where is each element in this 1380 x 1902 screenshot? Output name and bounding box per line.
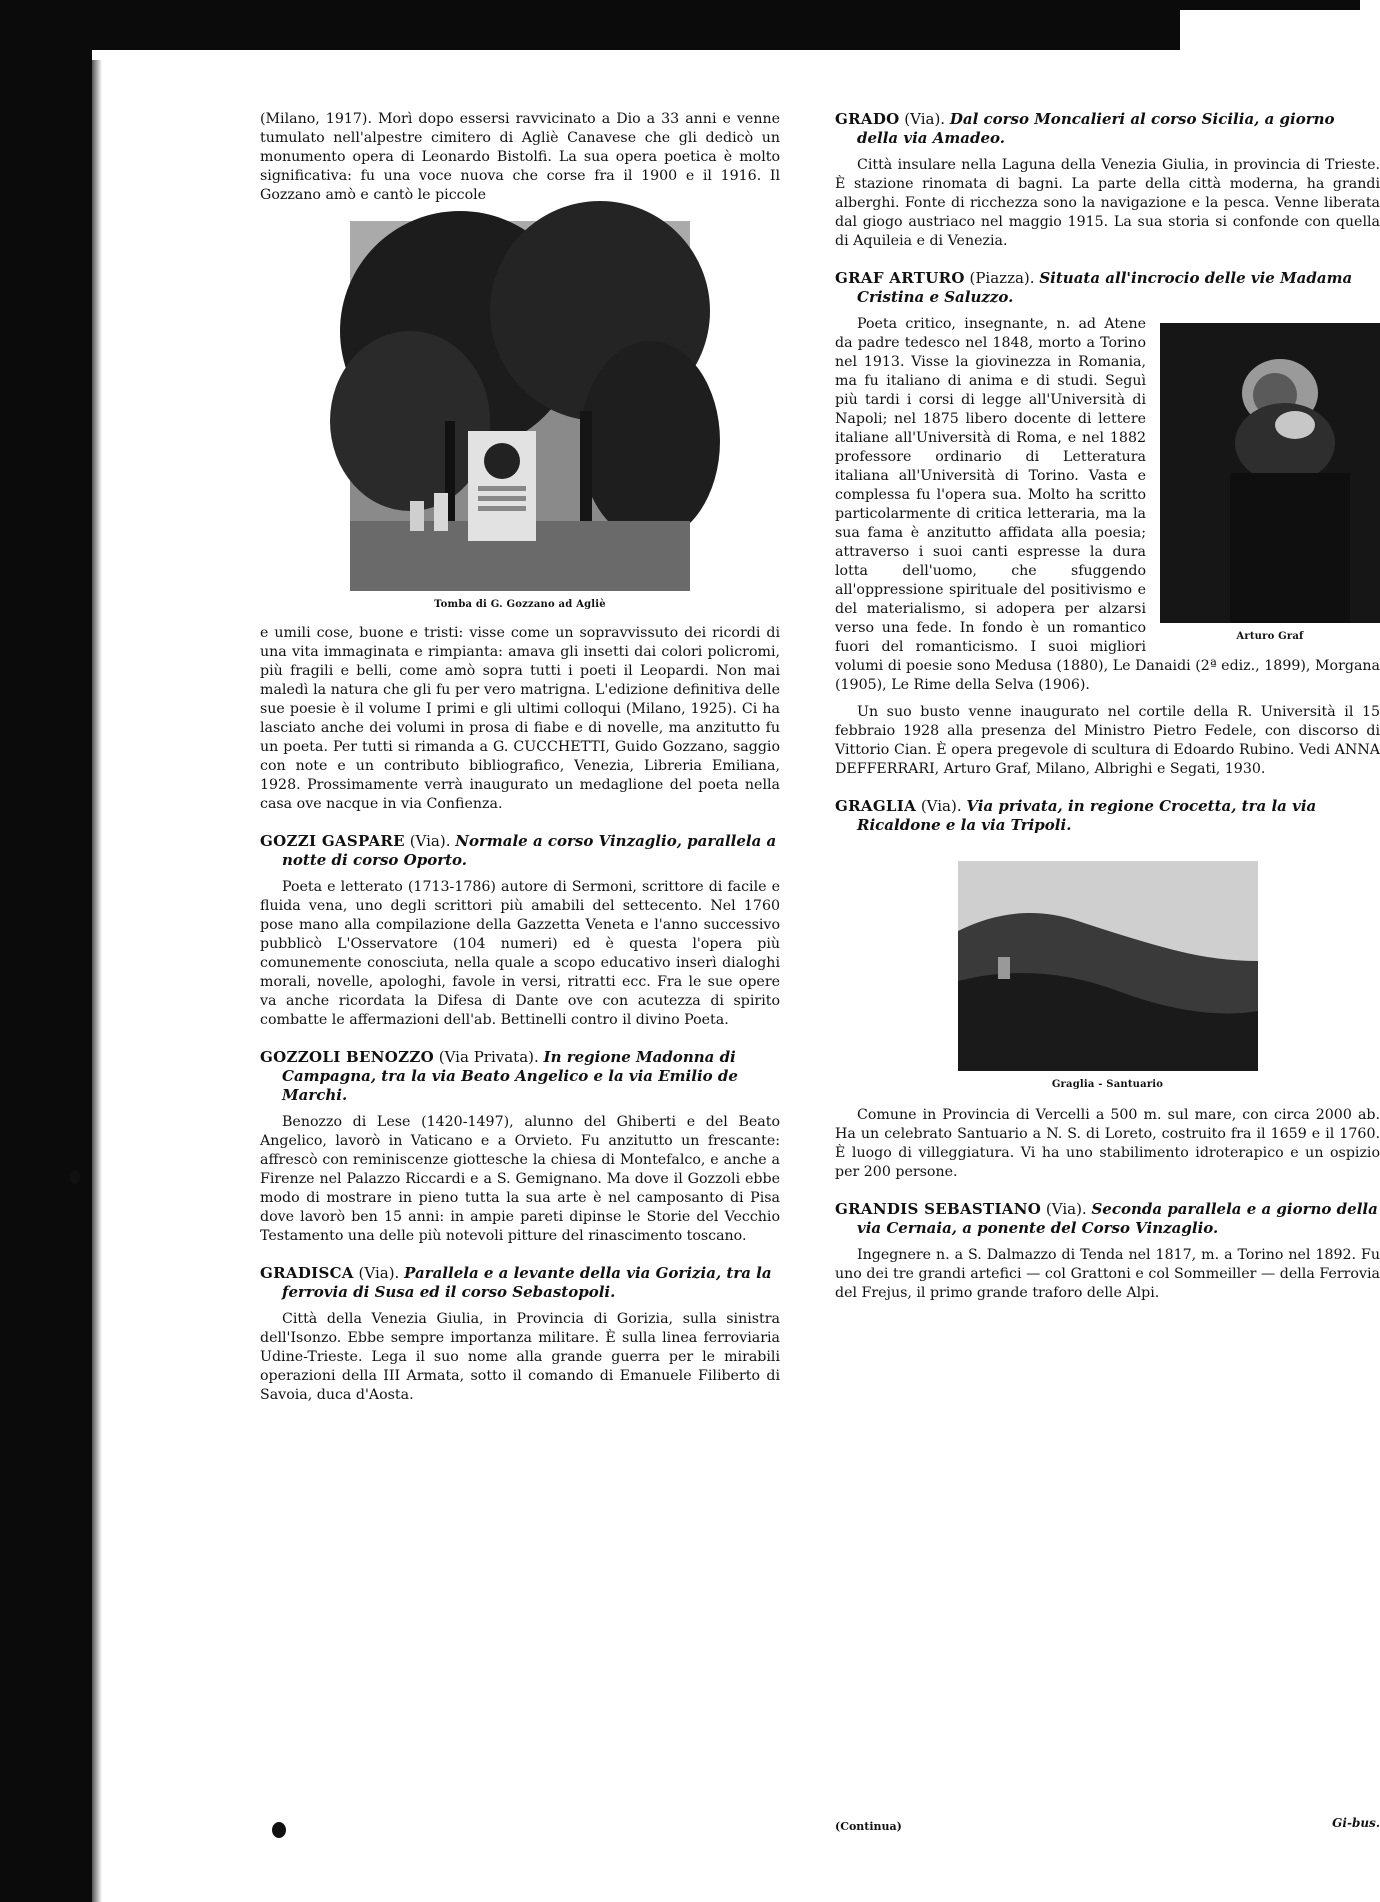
entry-name: GRADO xyxy=(835,110,900,128)
entry-text: Benozzo di Lese (1420-1497), alunno del Ghiberti e del Beato Angelico, lavorò in Vaticano e a Orvieto. Fu anzitutto un frescante: affrescò con reminiscenze giottesche la chiesa di Montefalco, e anche a Firenze nel Palazzo Riccardi e a S. Gemignano. Ma dove il Gozzoli ebbe modo di mostrare in pieno tutta la sua arte è nel camposanto di Pisa dove lavorò ben 15 anni: in ampie pareti dipinse le Storie del Vecchio Testamento una delle più notevoli pitture del rinascimento toscano. xyxy=(260,1114,780,1244)
entry-graglia xyxy=(835,797,1380,1182)
entry-grandis-sebastiano xyxy=(835,1200,1380,1303)
entry-heading xyxy=(835,110,1380,148)
entry-gradisca xyxy=(260,1264,780,1405)
entry-name: GRAGLIA xyxy=(835,797,917,815)
entry-type: (Via). xyxy=(904,110,946,128)
author-signature: Gi-bus. xyxy=(1332,1816,1380,1830)
entry-text: Ingegnere n. a S. Dalmazzo di Tenda nel 1817, m. a Torino nel 1892. Fu uno dei tre grandi artefici — col Grattoni e col Sommeiller — della Ferrovia del Frejus, il primo grande traforo delle Alpi. xyxy=(835,1247,1380,1301)
entry-text: Poeta e letterato (1713-1786) autore di Sermoni, scrittore di facile e fluida vena, uno degli scrittori più amabili del settecento. Nel 1760 pose mano alla compilazione della Gazzetta Veneta e l'anno successivo pubblicò L'Osservatore (104 numeri) ed è questa l'opera più comunemente conosciuta, nella quale a scopo educativo inserì dialoghi morali, novelle, apologhi, favole in versi, ritratti ecc. Fra le sue opere va anche ricordata la Difesa di Dante ove con acutezza di spirito combatte le affermazioni dell'ab. Bettinelli contro il divino Poeta. xyxy=(260,879,780,1028)
entry-location: Seconda parallela e a giorno della via Cernaia, a ponente del Corso Vinzaglio. xyxy=(857,1200,1378,1237)
entry-graf-arturo xyxy=(835,269,1380,779)
entry-name: GOZZI GASPARE xyxy=(260,832,405,850)
entry-heading xyxy=(835,269,1380,307)
entry-type: (Via). xyxy=(409,832,451,850)
tomb-photo-illustration xyxy=(350,221,690,591)
entry-text: Poeta critico, insegnante, n. ad Atene da padre tedesco nel 1848, morto a Torino nel 1913. Visse la giovinezza in Romania, ma fu italiano di anima e di studi. Seguì più tardi i corsi di legge all'Università di Napoli; nel 1875 libero docente di lettere italiane all'Università di Roma, e nel 1882 professore ordinario di Letteratura italiana all'Università di Torino. Vasta e complessa fu l'opera sua. Molto ha scritto particolarmente di critica letteraria, ma la sua fama è anzitutto affidata alla poesia; attraverso i suoi canti espresse la dura lotta dell'uomo, che sfuggendo all'oppressione spirituale del positivismo e del materialismo, si adopera per alzarsi verso una fede. In fondo è un romantico fuori del romanticismo. I suoi migliori volumi di poesie sono Medusa (1880), Le Danaidi (2ª ediz., 1899), Morgana (1905), Le Rime della Selva (1906). xyxy=(835,316,1380,693)
entry-location: Dal corso Moncalieri al corso Sicilia, a giorno della via Amadeo. xyxy=(857,110,1335,147)
entry-location: Normale a corso Vinzaglio, parallela a notte di corso Oporto. xyxy=(282,832,777,869)
graglia-figure xyxy=(958,861,1258,1090)
entry-heading xyxy=(260,1048,780,1105)
gozzano-continuation-paragraph: e umili cose, buone e tristi: visse come un sopravvissuto dei ricordi di una vita immaginata e rimpianta: amava gli insetti dai colori policromi, più fragili e belli, come amò sopra tutti i poeti il Leopardi. Non mai maledì la natura che gli fu per vero matrigna. L'edizione definitiva delle sue poesie è il volume I primi e gli ultimi colloqui (Milano, 1925). Ci ha lasciato anche dei volumi in prosa di fiabe e di novelle, ma anzitutto fu un poeta. Per tutti si rimanda a G. CUCCHETTI, Guido Gozzano, saggio con note e un contributo bibliografico, Venezia, Libreria Emiliana, 1928. Prossimamente verrà inaugurato un medaglione del poeta nella casa ove nacque in via Confienza. xyxy=(260,625,780,812)
entry-location: Via privata, in regione Crocetta, tra la via Ricaldone e la via Tripoli. xyxy=(857,797,1317,834)
portrait-illustration xyxy=(1160,323,1380,623)
graglia-caption: Graglia - Santuario xyxy=(1051,1079,1164,1090)
landscape-illustration xyxy=(958,861,1258,1071)
entry-name: GRAF ARTURO xyxy=(835,269,965,287)
gozzano-tomb-caption: Tomba di G. Gozzano ad Agliè xyxy=(434,599,606,610)
entry-heading xyxy=(260,1264,780,1302)
document-page xyxy=(260,110,1380,1870)
graf-portrait-photo xyxy=(1160,323,1380,623)
entry-location: Situata all'incrocio delle vie Madama Cristina e Saluzzo. xyxy=(857,269,1353,306)
scan-top-border xyxy=(0,0,1180,50)
graglia-sanctuary-photo xyxy=(958,861,1258,1071)
entry-gozzoli-benozzo xyxy=(260,1048,780,1246)
entry-gozzi-gaspare xyxy=(260,832,780,1030)
intro-paragraph: (Milano, 1917). Morì dopo essersi ravvicinato a Dio a 33 anni e venne tumulato nell'alpestre cimitero di Agliè Canavese che gli dedicò un monumento opera di Leonardo Bistolfi. La sua opera poetica è molto significativa: fu una voce nuova che corse fra il 1900 e il 1916. Il Gozzano amò e cantò le piccole xyxy=(260,111,780,203)
left-column xyxy=(260,110,780,1413)
entry-type: (Piazza). xyxy=(969,269,1035,287)
gozzano-tomb-figure xyxy=(350,221,690,610)
entry-heading xyxy=(835,1200,1380,1238)
entry-text: Città della Venezia Giulia, in Provincia di Gorizia, sulla sinistra dell'Isonzo. Ebbe sempre importanza militare. È sulla linea ferroviaria Udine-Trieste. Lega il suo nome alla grande guerra per le mirabili operazioni della III Armata, sotto il comando di Emanuele Filiberto di Savoia, duca d'Aosta. xyxy=(260,1311,780,1403)
entry-location: Parallela e a levante della via Gorizia, tra la ferrovia di Susa ed il corso Sebastopoli. xyxy=(282,1264,772,1301)
entry-text: Comune in Provincia di Vercelli a 500 m. sul mare, con circa 2000 ab. Ha un celebrato Santuario a N. S. di Loreto, costruito fra il 1659 e il 1760. È luogo di villeggiatura. Vi ha uno stabilimento idroterapico e un ospizio per 200 persone. xyxy=(835,1107,1380,1180)
graf-portrait-figure xyxy=(1160,323,1380,642)
entry-text: Un suo busto venne inaugurato nel cortile della R. Università il 15 febbraio 1928 alla presenza del Ministro Pietro Fedele, con discorso di Vittorio Cian. È opera pregevole di scultura di Edoardo Rubino. Vedi ANNA DEFFERRARI, Arturo Graf, Milano, Albrighi e Segati, 1930. xyxy=(835,704,1380,777)
graf-portrait-caption: Arturo Graf xyxy=(1236,631,1304,642)
scan-left-border xyxy=(0,0,92,1902)
scan-top-border-edge xyxy=(1180,0,1360,10)
entry-grado xyxy=(835,110,1380,251)
entry-type: (Via). xyxy=(358,1264,400,1282)
entry-type: (Via). xyxy=(1045,1200,1087,1218)
entry-name: GRADISCA xyxy=(260,1264,354,1282)
scan-binding-shadow xyxy=(92,60,102,1902)
continua-label: (Continua) xyxy=(835,1820,902,1833)
entry-type: (Via). xyxy=(920,797,962,815)
entry-name: GRANDIS SEBASTIANO xyxy=(835,1200,1042,1218)
entry-type: (Via Privata). xyxy=(438,1048,539,1066)
entry-location: In regione Madonna di Campagna, tra la via Beato Angelico e la via Emilio de Marchi. xyxy=(282,1048,738,1104)
scan-speck xyxy=(70,1170,80,1184)
entry-heading xyxy=(835,797,1380,835)
right-column xyxy=(835,110,1380,1311)
entry-heading xyxy=(260,832,780,870)
entry-name: GOZZOLI BENOZZO xyxy=(260,1048,434,1066)
entry-text: Città insulare nella Laguna della Venezia Giulia, in provincia di Trieste. È stazione rinomata di bagni. La parte della città moderna, ha grandi alberghi. Fonte di ricchezza sono la navigazione e la pesca. Venne liberata dal giogo austriaco nel maggio 1915. La sua storia si confonde con quella di Aquileia e di Venezia. xyxy=(835,157,1380,249)
gozzano-tomb-photo xyxy=(350,221,690,591)
